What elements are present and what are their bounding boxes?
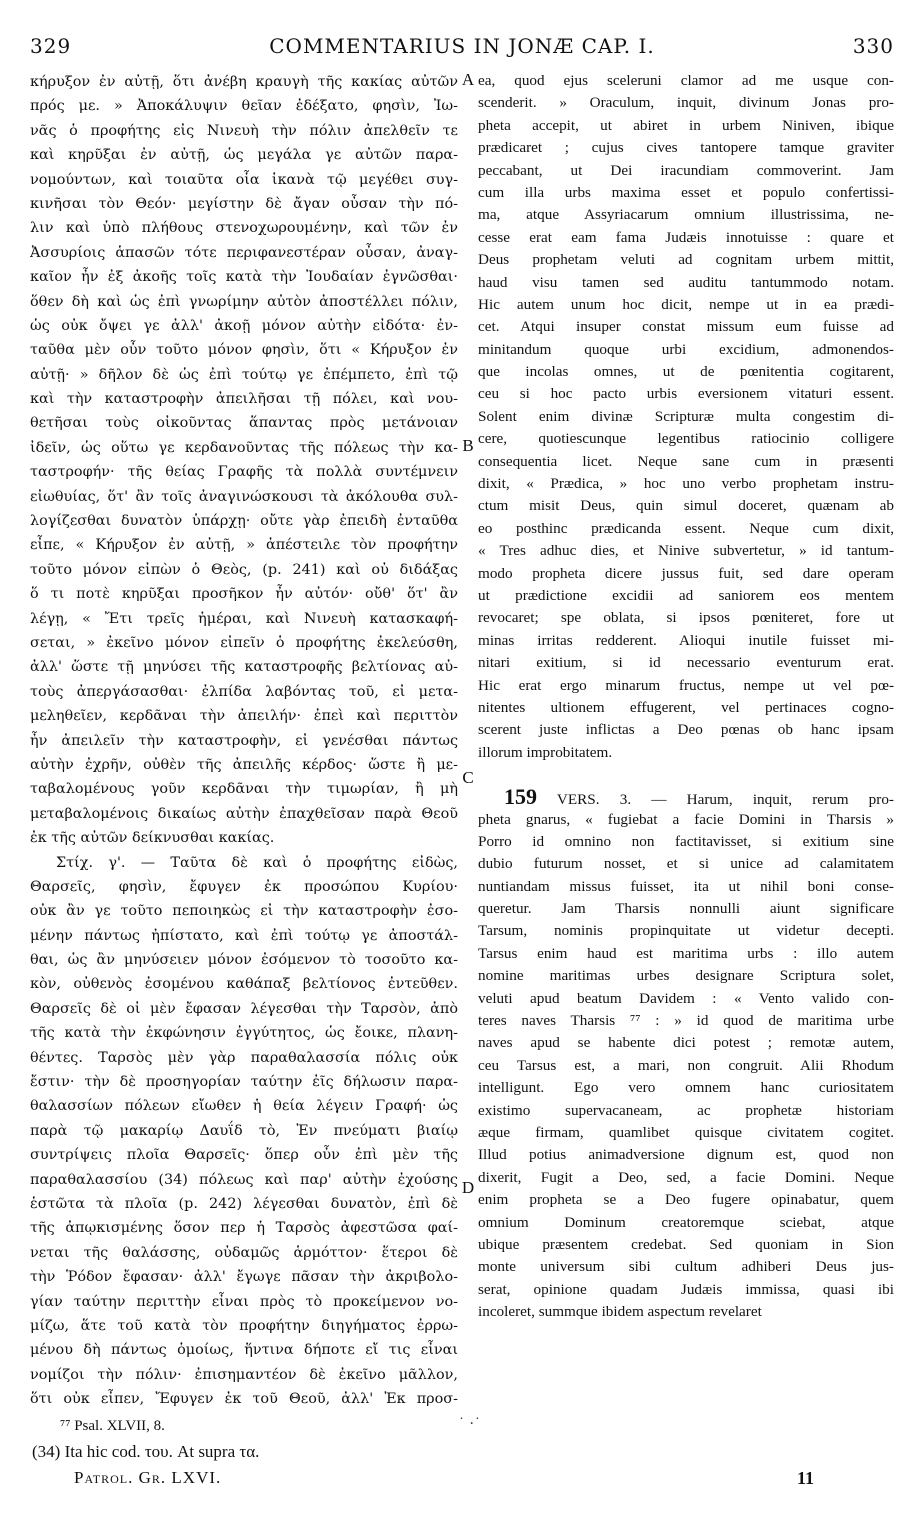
greek-line-7: Ἀσσυρίοις ἁπασῶν τότε περιφανεστέραν οὖσαν, ἀναγ-	[30, 244, 458, 261]
greek-line-41: ἔστιν· τὴν δὲ προσηγορίαν ταύτην ἐῖς δήλωσιν παρα-	[30, 1074, 458, 1091]
page-number-right: 330	[852, 34, 894, 58]
greek-line-3: καὶ κηρῦξαι ἐν αὐτῇ, ὡς μεγάλα γε αὐτῶν παρα-	[30, 147, 458, 164]
latin-lines-2-22: incoleret, summque ibidem aspectum revelaret	[478, 1303, 762, 1321]
latin-lines-2-4: queretur. Jam Tharsis nonnulli aiunt significare	[478, 900, 894, 918]
latin-lines-1-25: minas irritas redderent. Alioqui inutile fuisset mi-	[478, 631, 894, 649]
greek-line-48: νεται τῆς θαλάσσης, οὐδαμῶς ἁρμόττον· ἕτεροι δὲ	[30, 1244, 458, 1261]
greek-line-4: νομούντων, καὶ τοιαῦτα οἷα ἱκανὰ τῷ μεγέθει συγ-	[30, 171, 458, 188]
greek-line-33: Θαρσεῖς, φησὶν, ἔφυγεν ἐκ προσώπου Κυρίου·	[30, 878, 458, 895]
bottom-notes	[30, 1442, 894, 1502]
latin-lines-2-7: nomine maritimas urbes designare Scriptura solet,	[478, 967, 894, 985]
greek-column	[30, 70, 458, 1410]
greek-line-51: μίζω, ἅτε τοῦ κατὰ τὸν προφήτην διηγήματος ἐρρω-	[30, 1317, 458, 1334]
latin-lines-1-30: illorum improbitatem.	[478, 743, 613, 761]
margin-marker-b: B	[462, 436, 474, 455]
latin-lines-2-3: nuntiandam missus fuisset, ita ut nihil boni conse-	[478, 877, 894, 895]
greek-line-30: μεταβαλομένοις δικαίως αὐτὴν ἐπαχθεῖσαν παρὰ Θεοῦ	[30, 805, 458, 822]
greek-line-9: ὅθεν δὴ καὶ ὡς ἐπὶ γνωρίμην αὐτὸν ἀποστέλλει πόλιν,	[30, 293, 458, 310]
latin-lines-1-27: Hic erat ergo minarum fructus, nempe ut vel pœ-	[478, 676, 894, 694]
greek-line-8: καῖον ἦν ἐξ ἀκοῆς τοῖς κατὰ τὴν Ἰουδαίαν ἐγνῶσθαι·	[30, 269, 458, 286]
latin-lines-2-2: dubio futurum nosset, et si unice ad calamitatem	[478, 855, 894, 873]
greek-line-42: θαλασσίων πόλεων εἴωθεν ἡ θεία λέγειν Γραφή· ὡς	[30, 1098, 458, 1115]
greek-line-19: εἶπε, « Κήρυξον ἐν αὐτῇ, » ἀπέστειλε τὸν προφήτην	[30, 537, 458, 554]
greek-line-36: θαι, ὡς ἂν μηνύσειεν μόνον ἐσόμενον τὸ τοσοῦτο κα-	[30, 952, 458, 969]
greek-line-46: ἑστῶτα τὰ πλοῖα (p. 242) λέγεσθαι δυνατὸν, ἐπὶ δὲ	[30, 1195, 458, 1212]
latin-lines-1-9: haud visu tamen sed auditu tantummodo notam.	[478, 273, 894, 291]
latin-lines-2-0: pheta gnarus, « fugiebat a facie Domini in Tharsis »	[478, 810, 894, 828]
verse-number: 159	[504, 786, 537, 809]
latin-lines-2-18: omnium Dominum creatoremque sciebat, atque	[478, 1213, 894, 1231]
latin-lines-1-26: nitari exitium, si id necessario eventurum erat.	[478, 654, 894, 672]
greek-line-47: τῆς ἀπῳκισμένης ὅσον περ ἡ Ταρσὸς ἀφεστῶσα φαί-	[30, 1220, 458, 1237]
greek-line-2: νᾶς ὁ προφήτης εἰς Νινευὴ τὴν πόλιν ἀπελθεῖν τε	[30, 122, 458, 139]
greek-line-43: παρὰ τῷ μακαρίῳ Δαυΐδ τὸ, Ἐν πνεύματι βιαίῳ	[30, 1122, 458, 1139]
latin-lines-1-12: minitandum quoque urbi excidium, admonendos-	[478, 340, 894, 358]
latin-lines-1-19: ctum misit Deus, quin simul doceret, quænam ab	[478, 497, 894, 515]
latin-lines-1-16: cere, quotiescunque legentibus ratiocinio colligere	[478, 430, 894, 448]
latin-lines-1-14: ceu si hoc pacto urbis eversionem vitaturi essent.	[478, 385, 894, 403]
greek-line-49: τὴν Ῥόδον ἔφασαν· ἀλλ' ἔγωγε πᾶσαν τὴν ἀκριβολο-	[30, 1269, 458, 1286]
latin-lines-2-11: ceu Tarsus est, a mari, non congruit. Alii Rhodum	[478, 1056, 894, 1074]
latin-lines-1-3: prædicaret ; cujus cives tantopere tamque graviter	[478, 139, 894, 157]
greek-line-34: οὐκ ἂν γε τοῦτο πεποιηκὼς εἰ τὴν καταστροφὴν ἐσο-	[30, 903, 458, 920]
latin-lines-2-15: Illud potius animadversione dignum est, quod non	[478, 1146, 894, 1164]
greek-line-18: λογίζεσθαι δυνατὸν ὑπάρχῃ· οὔτε γὰρ ἐπειδὴ ἐνταῦθα	[30, 513, 458, 530]
latin-lines-1-11: cet. Atqui insuper constat missum eum fuisse ad	[478, 318, 894, 336]
greek-line-0: κήρυξον ἐν αὐτῇ, ὅτι ἀνέβη κραυγὴ τῆς κακίας αὐτῶν	[30, 74, 458, 90]
greek-line-40: θέντες. Ταρσὸς μὲν γὰρ παραθαλασσία πόλις οὐκ	[30, 1049, 458, 1066]
footnote-dots: ˙ ·˙	[458, 1416, 481, 1432]
latin-verse-head-line	[478, 786, 894, 808]
greek-line-37: κὸν, οὐθενὸς ἐσομένου καθάπαξ βελτίονος ἐντεῦθεν.	[30, 976, 458, 993]
greek-line-14: θετῆσαι τοὺς οἰκοῦντας ἅπαντας πρὸς μετάνοιαν	[30, 415, 458, 432]
latin-lines-2-8: veluti apud beatum Davidem : « Vento valido con-	[478, 989, 894, 1007]
latin-lines-2-10: naves apud se habente dici potest ; remotæ autem,	[478, 1034, 894, 1052]
greek-line-6: λιν καὶ ὑπὸ πλήθους στενοχωρουμένην, καὶ τῶν ἐν	[30, 220, 458, 237]
greek-line-31: ἐκ τῆς αὐτῶν δείκνυσθαι κακίας.	[30, 830, 275, 847]
greek-line-20: τοῦτο μόνον εἰπὼν ὁ Θεὸς, (p. 241) καὶ οὐ διδάξας	[30, 561, 458, 578]
latin-lines-2-5: Tarsum, nominis propinquitate ut videtur decepti.	[478, 922, 894, 940]
greek-line-5: κινῆσαι τὸν Θεόν· μεγίστην δὲ ἄγαν οὖσαν τὴν πό-	[30, 195, 458, 212]
greek-line-17: εἰωθυίας, ὅτ' ἂν τοῖς ἀναγινώσκουσι τὰ ἀκόλουθα συλ-	[30, 488, 458, 505]
latin-lines-1-24: revocaret; spe oblata, si ipsos pœniteret, fore ut	[478, 609, 894, 627]
greek-line-15: ἰδεῖν, ὡς οὕτω γε κερδανοῦντας τῆς πόλεως τὴν κα-	[30, 439, 458, 456]
latin-lines-2-12: intelligunt. Ego vero omnem hanc curiositatem	[478, 1079, 894, 1097]
margin-marker-d: D	[461, 1178, 475, 1197]
greek-line-12: αὐτῇ· » δῆλον δὲ ὡς ἐπὶ τούτῳ γε ἐπέμπετο, ἐπὶ τῷ	[30, 366, 458, 383]
latin-lines-1-2: pheta accepit, ut abiret in urbem Niniven, ibique	[478, 116, 894, 134]
greek-line-16: ταστροφήν· τῆς θείας Γραφῆς τὰ πολλὰ συντέμνειν	[30, 464, 458, 481]
latin-part-1	[478, 70, 894, 764]
page-number-left: 329	[30, 34, 72, 58]
latin-lines-1-28: nitentes ultionem effugerent, vel pertinaces cogno-	[478, 698, 894, 716]
latin-lines-1-8: Deus prophetam veluti ad cognitam urbem mittit,	[478, 251, 894, 269]
latin-lines-2-1: Porro id omnino non factitavisset, si exitium sine	[478, 832, 894, 850]
latin-lines-2-19: ubique præsentem credebat. Sed quoniam in Sion	[478, 1235, 894, 1253]
latin-lines-1-29: scerent juste inflictas a Deo pœnas ob hanc ipsam	[478, 721, 894, 739]
greek-line-22: λέγῃ, « Ἔτι τρεῖς ἡμέραι, καὶ Νινευὴ κατασκαφή-	[30, 610, 458, 627]
greek-line-21: ὅ τι ποτὲ κηρῦξαι προσῆκον ἦν αὐτόν· οὔθ' ὅτ' ἂν	[30, 586, 458, 603]
greek-line-13: καὶ τὴν καταστροφὴν ἀπειλῆσαι τῇ πόλει, καὶ νου-	[30, 391, 458, 408]
latin-lines-1-21: « Tres adhuc dies, et Ninive subvertetur, » id tantum-	[478, 542, 894, 560]
greek-line-25: τοὺς ἀπεργάσασθαι· ἐλπίδα λαβόντας τοῦ, εἰ μετα-	[30, 683, 458, 700]
latin-part-2	[478, 809, 894, 1324]
greek-line-52: μένου δὴ πάντως ὁμοίως, ἥντινα δήποτε εἴ τις εἶναι	[30, 1342, 458, 1359]
latin-lines-1-17: consequentia licet. Neque sane cum in præsenti	[478, 452, 894, 470]
greek-line-44: συντρίψεις πλοῖα Θαρσεῖς· ὅπερ οὖν ἐπὶ μὲν τῆς	[30, 1147, 458, 1164]
latin-lines-2-17: enim propheta se a Deo fugere opinabatur, quem	[478, 1191, 894, 1209]
greek-line-50: γίαν ταύτην περιττὴν εἶναι πρὸς τὸ προκείμενον νο-	[30, 1293, 458, 1310]
latin-lines-1-1: scenderit. » Oraculum, inquit, divinum Jonas pro-	[478, 94, 894, 112]
latin-lines-2-16: dixerit, Fugit a Deo, sed, a facie Domini. Neque	[478, 1168, 894, 1186]
latin-lines-1-6: ma, atque Assyriacarum omnium illustrissima, ne-	[478, 206, 894, 224]
running-header	[30, 34, 894, 60]
greek-line-39: τῆς κατὰ τὴν ἐκφώνησιν ἐγγύτητος, ὡς ἔοικε, πλανη-	[30, 1025, 458, 1042]
greek-line-26: μεληθεῖεν, κερδᾶναι τὴν ἀπειλήν· ἐπεὶ καὶ περιττὸν	[30, 708, 458, 725]
margin-marker-a: A	[461, 70, 475, 89]
latin-lines-1-20: eo posthinc prædicanda essent. Neque cum dixit,	[478, 519, 894, 537]
greek-line-32: Στίχ. γ'. — Ταῦτα δὲ καὶ ὁ προφήτης εἰδὼς,	[56, 854, 458, 871]
greek-line-28: αὐτὴν ἐχρῆν, οὐθὲν τῆς ἀπειλῆς κέρδος· ὥστε ἢ με-	[30, 756, 458, 773]
greek-line-54: ὅτι οὐκ εἶπεν, Ἔφυγεν ἐκ τοῦ Θεοῦ, ἀλλ' Ἐκ προσ-	[30, 1391, 458, 1408]
latin-lines-1-18: dixit, « Prædica, » hoc uno verbo prophetam instru-	[478, 475, 894, 493]
greek-line-53: νομίζοι τὴν πόλιν· ἐπισημαντέον δὲ ἐκεῖνο μᾶλλον,	[30, 1366, 458, 1383]
greek-line-29: ταβαλομένους γοῦν κερδᾶναι τὴν τιμωρίαν, ἢ μὴ	[30, 781, 458, 798]
latin-lines-1-7: cesse erat eam fama Judæis innotuisse : quare et	[478, 228, 894, 246]
greek-line-11: ταῦθα μὲν οὖν τοῦτο μόνον φησὶν, ὅτι « Κήρυξον ἐν	[30, 342, 458, 359]
latin-column	[478, 70, 894, 1410]
margin-marker-c: C	[462, 768, 474, 787]
latin-lines-1-5: cum illa urbs maxima esset et populo confertissi-	[478, 183, 894, 201]
latin-lines-1-23: ut prædictione excidii ad saniorem eos mentem	[478, 586, 894, 604]
greek-line-27: ἦν ἀπειλεῖν τὴν καταστροφὴν, εἰ γενέσθαι πάντως	[30, 732, 458, 749]
latin-lines-1-15: Solent enim divinæ Scripturæ multa congestim di-	[478, 407, 894, 425]
latin-lines-1-0: ea, quod ejus sceleruni clamor ad me usque con-	[478, 72, 894, 89]
greek-line-24: ἀλλ' ὥστε τῇ μηνύσει τῆς καταστροφῆς βελτίονας αὐ-	[30, 659, 458, 676]
latin-lines-2-13: existimo supervacaneam, ac prophetæ historiam	[478, 1101, 894, 1119]
latin-lines-1-13: que incolas omnes, ut de pœnitentia cogitarent,	[478, 363, 894, 381]
greek-line-23: σεται, » ἐκεῖνο μόνον εἰπεῖν ὁ προφήτης ἐκελεύσθη,	[30, 634, 458, 651]
latin-lines-1-10: Hic autem unum hoc dicit, nempe ut in ea prædi-	[478, 295, 894, 313]
latin-lines-2-9: teres naves Tharsis ⁷⁷ : » id quod de maritima urbe	[478, 1012, 894, 1030]
series-signature: Patrol. Gr. LXVI.	[74, 1468, 222, 1487]
greek-line-45: παραθαλασσίου (34) πόλεως καὶ παρ' αὐτὴν ἐχούσης	[30, 1171, 458, 1188]
latin-lines-2-6: Tarsus enim haud est maritima urbs : illo autem	[478, 944, 894, 962]
footnote-psalm: ⁷⁷ Psal. XLVII, 8.	[60, 1418, 165, 1434]
running-title: COMMENTARIUS IN JONÆ CAP. I.	[269, 34, 655, 58]
verse-gap	[478, 764, 894, 786]
greek-line-10: ὡς οὐκ ὄψει γε ἀλλ' ἀκοῇ μόνον αὐτὴν εἰδότα· ἐν-	[30, 317, 458, 334]
latin-lines-1-4: peccabant, ut Dei iracundiam commoverint. Jam	[478, 161, 894, 179]
verse-head-text: VERS. 3. — Harum, inquit, rerum pro-	[556, 791, 894, 809]
latin-lines-1-22: modo propheta dicere jussus fuit, sed dare operam	[478, 564, 894, 582]
greek-line-38: Θαρσεῖς δὲ οἱ μὲν ἔφασαν λέγεσθαι τὴν Ταρσὸν, ἀπὸ	[30, 1000, 458, 1017]
sheet-number: 11	[796, 1468, 814, 1488]
greek-line-1: πρός με. » Ἀποκάλυψιν θεῖαν ἐδέξατο, φησὶν, Ἰω-	[30, 98, 458, 115]
greek-line-35: μένην πάντως ἠπίστατο, καὶ ἐπὶ τούτῳ γε ἀποστάλ-	[30, 927, 458, 944]
critical-note: (34) Ita hic cod. του. At supra τα.	[32, 1442, 260, 1461]
latin-lines-2-20: monte universum sibi cultum adhiberi Deus jus-	[478, 1258, 894, 1276]
latin-lines-2-21: serat, opinione quadam Judæis immissa, quasi ibi	[478, 1280, 894, 1298]
latin-lines-2-14: æque firmam, quamlibet quisque civitatem cogitet.	[478, 1123, 894, 1141]
